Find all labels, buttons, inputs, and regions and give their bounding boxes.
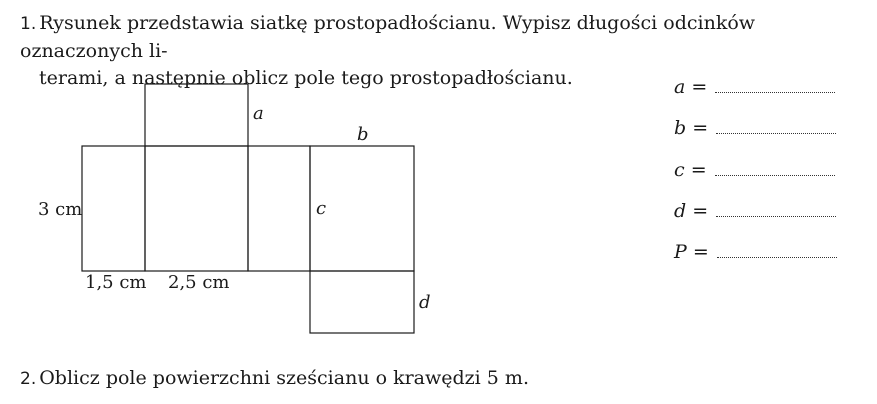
answer-label-p: P [674,241,687,263]
net-right-face [248,146,310,271]
net-left-face [82,146,145,271]
answer-eq-a: = [685,76,708,98]
answer-blank-a[interactable] [715,76,835,93]
net-top-face [145,84,248,146]
task-1-line-2: terami, a następnie oblicz pole tego prostopadłościanu. [39,67,573,89]
figure-label-a: a [253,103,264,124]
answer-row-d [674,200,836,222]
answer-row-p [674,241,837,263]
answer-blank-p[interactable] [717,241,837,258]
figure-label-width-1-5cm: 1,5 cm [85,272,147,293]
task-2-number: 2. [20,369,37,389]
task-2-text [20,365,865,393]
task-2-content: Oblicz pole powierzchni sześcianu o krawędzi 5 m. [39,367,529,389]
answer-eq-c: = [684,159,707,181]
answer-eq-p: = [686,241,709,263]
answer-row-b [674,117,836,139]
answer-row-a [674,76,835,98]
answer-row-c [674,159,835,181]
figure-label-length-2-5cm: 2,5 cm [168,272,230,293]
figure-label-c: c [316,198,327,219]
task-1-number: 1. [20,14,37,34]
answer-blank-d[interactable] [716,200,836,217]
answer-label-a: a [674,76,686,98]
figure-label-d: d [419,292,431,313]
figure-label-b: b [357,124,369,145]
answer-eq-b: = [686,117,709,139]
net-front-face [145,146,248,271]
answer-label-b: b [674,117,687,139]
answer-label-d: d [674,200,687,222]
answer-blank-b[interactable] [716,117,836,134]
answer-label-c: c [674,159,685,181]
net-bottom-face [310,271,414,333]
figure-label-height-3cm: 3 cm [38,199,83,220]
task-1-line-1: Rysunek przedstawia siatkę prostopadłościanu. Wypisz długości odcinków oznaczonych li- [20,12,756,62]
answer-blank-c[interactable] [715,159,835,176]
answer-eq-d: = [686,200,709,222]
